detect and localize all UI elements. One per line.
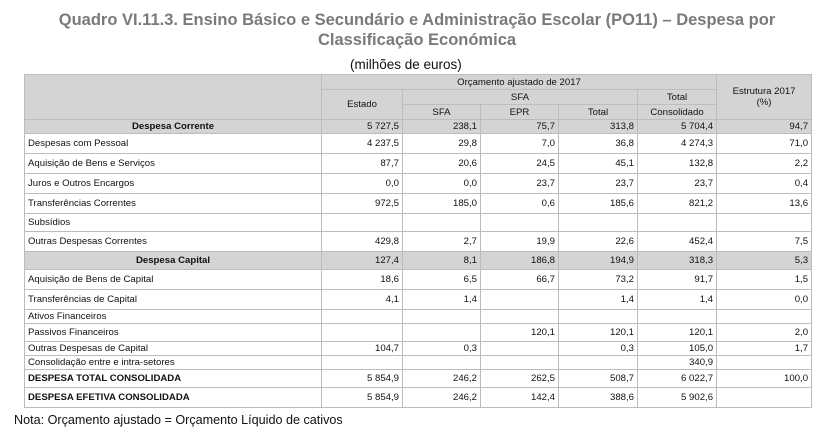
cell-consolidado: 452,4 xyxy=(638,232,717,252)
title-line-2: Classificação Económica xyxy=(317,31,517,49)
cell-estrutura: 94,7 xyxy=(717,120,812,134)
cell-estrutura: 0,4 xyxy=(717,174,812,194)
cell-consolidado: 105,0 xyxy=(638,342,717,356)
header-structure xyxy=(717,75,812,120)
table-row-despesa-capital xyxy=(25,252,812,270)
header-total-consolidado-2: Consolidado xyxy=(638,105,717,120)
row-label: Despesa Capital xyxy=(25,252,322,270)
header-total: Total xyxy=(559,105,638,120)
cell-estrutura xyxy=(717,388,812,408)
cell-consolidado xyxy=(638,214,717,232)
cell-epr: 19,9 xyxy=(481,232,559,252)
cell-sfa: 8,1 xyxy=(403,252,481,270)
cell-estrutura: 100,0 xyxy=(717,370,812,388)
cell-sfa: 29,8 xyxy=(403,134,481,154)
cell-consolidado: 318,3 xyxy=(638,252,717,270)
cell-total: 313,8 xyxy=(559,120,638,134)
cell-epr xyxy=(481,342,559,356)
expense-table xyxy=(24,74,812,408)
table-title xyxy=(0,10,834,50)
cell-estado: 127,4 xyxy=(322,252,403,270)
row-label: Despesa Corrente xyxy=(25,120,322,134)
cell-epr: 23,7 xyxy=(481,174,559,194)
cell-sfa: 0,3 xyxy=(403,342,481,356)
cell-estrutura: 2,2 xyxy=(717,154,812,174)
cell-estado: 972,5 xyxy=(322,194,403,214)
cell-epr: 75,7 xyxy=(481,120,559,134)
table-row-consolidation xyxy=(25,356,812,370)
cell-sfa: 20,6 xyxy=(403,154,481,174)
cell-consolidado: 5 704,4 xyxy=(638,120,717,134)
header-sfa: SFA xyxy=(403,105,481,120)
header-estado: Estado xyxy=(322,90,403,120)
title-line-1: Quadro VI.11.3. Ensino Básico e Secundário e Administração Escolar (PO11) – Despesa por xyxy=(58,11,776,29)
header-budget-group: Orçamento ajustado de 2017 xyxy=(322,75,717,90)
cell-estrutura xyxy=(717,356,812,370)
cell-estrutura: 5,3 xyxy=(717,252,812,270)
cell-consolidado: 91,7 xyxy=(638,270,717,290)
cell-sfa: 0,0 xyxy=(403,174,481,194)
table-row xyxy=(25,324,812,342)
cell-consolidado: 4 274,3 xyxy=(638,134,717,154)
cell-epr: 7,0 xyxy=(481,134,559,154)
cell-estrutura: 7,5 xyxy=(717,232,812,252)
table-row xyxy=(25,290,812,310)
cell-consolidado: 1,4 xyxy=(638,290,717,310)
cell-estrutura xyxy=(717,310,812,324)
row-label: Transferências de Capital xyxy=(25,290,322,310)
cell-sfa: 2,7 xyxy=(403,232,481,252)
row-label: Juros e Outros Encargos xyxy=(25,174,322,194)
cell-total: 23,7 xyxy=(559,174,638,194)
table-row xyxy=(25,270,812,290)
table-row xyxy=(25,134,812,154)
row-label: Outras Despesas Correntes xyxy=(25,232,322,252)
cell-total xyxy=(559,356,638,370)
cell-epr: 66,7 xyxy=(481,270,559,290)
units-label: (milhões de euros) xyxy=(350,57,462,72)
row-label: DESPESA TOTAL CONSOLIDADA xyxy=(25,370,322,388)
header-structure-line1: Estrutura 2017 xyxy=(732,86,796,97)
row-label: Passivos Financeiros xyxy=(25,324,322,342)
cell-epr xyxy=(481,356,559,370)
cell-sfa: 246,2 xyxy=(403,388,481,408)
cell-total: 185,6 xyxy=(559,194,638,214)
cell-epr: 120,1 xyxy=(481,324,559,342)
row-label: Subsídios xyxy=(25,214,322,232)
cell-consolidado xyxy=(638,310,717,324)
cell-estado: 18,6 xyxy=(322,270,403,290)
header-total-consolidado-1: Total xyxy=(638,90,717,105)
cell-epr: 262,5 xyxy=(481,370,559,388)
cell-estado: 5 854,9 xyxy=(322,388,403,408)
cell-sfa: 6,5 xyxy=(403,270,481,290)
row-label: Despesas com Pessoal xyxy=(25,134,322,154)
cell-total: 508,7 xyxy=(559,370,638,388)
cell-consolidado: 132,8 xyxy=(638,154,717,174)
cell-consolidado: 340,9 xyxy=(638,356,717,370)
cell-total: 120,1 xyxy=(559,324,638,342)
table-row xyxy=(25,342,812,356)
cell-sfa: 185,0 xyxy=(403,194,481,214)
cell-estado: 4,1 xyxy=(322,290,403,310)
cell-estado: 429,8 xyxy=(322,232,403,252)
cell-estrutura: 1,5 xyxy=(717,270,812,290)
cell-total: 194,9 xyxy=(559,252,638,270)
cell-epr xyxy=(481,214,559,232)
row-label: Aquisição de Bens de Capital xyxy=(25,270,322,290)
cell-epr: 24,5 xyxy=(481,154,559,174)
cell-sfa: 1,4 xyxy=(403,290,481,310)
cell-total: 45,1 xyxy=(559,154,638,174)
cell-estado: 87,7 xyxy=(322,154,403,174)
row-label: Consolidação entre e intra-setores xyxy=(25,356,322,370)
row-label: Outras Despesas de Capital xyxy=(25,342,322,356)
cell-estrutura: 13,6 xyxy=(717,194,812,214)
row-label: DESPESA EFETIVA CONSOLIDADA xyxy=(25,388,322,408)
cell-estrutura: 2,0 xyxy=(717,324,812,342)
cell-estado: 5 854,9 xyxy=(322,370,403,388)
cell-estado: 104,7 xyxy=(322,342,403,356)
table-row xyxy=(25,174,812,194)
cell-total: 22,6 xyxy=(559,232,638,252)
cell-consolidado: 23,7 xyxy=(638,174,717,194)
row-label: Transferências Correntes xyxy=(25,194,322,214)
cell-consolidado: 821,2 xyxy=(638,194,717,214)
cell-consolidado: 120,1 xyxy=(638,324,717,342)
table-row xyxy=(25,194,812,214)
table-row xyxy=(25,214,812,232)
cell-total: 388,6 xyxy=(559,388,638,408)
header-epr: EPR xyxy=(481,105,559,120)
table-row xyxy=(25,154,812,174)
cell-epr: 186,8 xyxy=(481,252,559,270)
cell-estado xyxy=(322,324,403,342)
cell-total xyxy=(559,214,638,232)
cell-estrutura xyxy=(717,214,812,232)
cell-total: 73,2 xyxy=(559,270,638,290)
cell-estrutura: 0,0 xyxy=(717,290,812,310)
cell-epr: 0,6 xyxy=(481,194,559,214)
cell-estado: 4 237,5 xyxy=(322,134,403,154)
cell-total xyxy=(559,310,638,324)
cell-consolidado: 6 022,7 xyxy=(638,370,717,388)
cell-estrutura: 71,0 xyxy=(717,134,812,154)
cell-sfa: 238,1 xyxy=(403,120,481,134)
cell-estado: 0,0 xyxy=(322,174,403,194)
cell-estado xyxy=(322,214,403,232)
cell-sfa xyxy=(403,310,481,324)
cell-sfa xyxy=(403,214,481,232)
cell-epr xyxy=(481,310,559,324)
cell-total: 1,4 xyxy=(559,290,638,310)
cell-total: 36,8 xyxy=(559,134,638,154)
cell-estado: 5 727,5 xyxy=(322,120,403,134)
cell-estrutura: 1,7 xyxy=(717,342,812,356)
table-row-efetiva-consolidada xyxy=(25,388,812,408)
table-row xyxy=(25,310,812,324)
table-row-despesa-corrente xyxy=(25,120,812,134)
header-structure-line2: (%) xyxy=(756,97,772,108)
cell-sfa xyxy=(403,356,481,370)
header-sfa-group: SFA xyxy=(403,90,638,105)
cell-epr xyxy=(481,290,559,310)
table-row-total-consolidada xyxy=(25,370,812,388)
cell-epr: 142,4 xyxy=(481,388,559,408)
table-row xyxy=(25,232,812,252)
cell-estado xyxy=(322,310,403,324)
cell-total: 0,3 xyxy=(559,342,638,356)
row-label: Aquisição de Bens e Serviços xyxy=(25,154,322,174)
footnote: Nota: Orçamento ajustado = Orçamento Líquido de cativos xyxy=(14,413,343,427)
cell-sfa: 246,2 xyxy=(403,370,481,388)
cell-sfa xyxy=(403,324,481,342)
cell-estado xyxy=(322,356,403,370)
row-label: Ativos Financeiros xyxy=(25,310,322,324)
cell-consolidado: 5 902,6 xyxy=(638,388,717,408)
header-empty xyxy=(25,75,322,120)
